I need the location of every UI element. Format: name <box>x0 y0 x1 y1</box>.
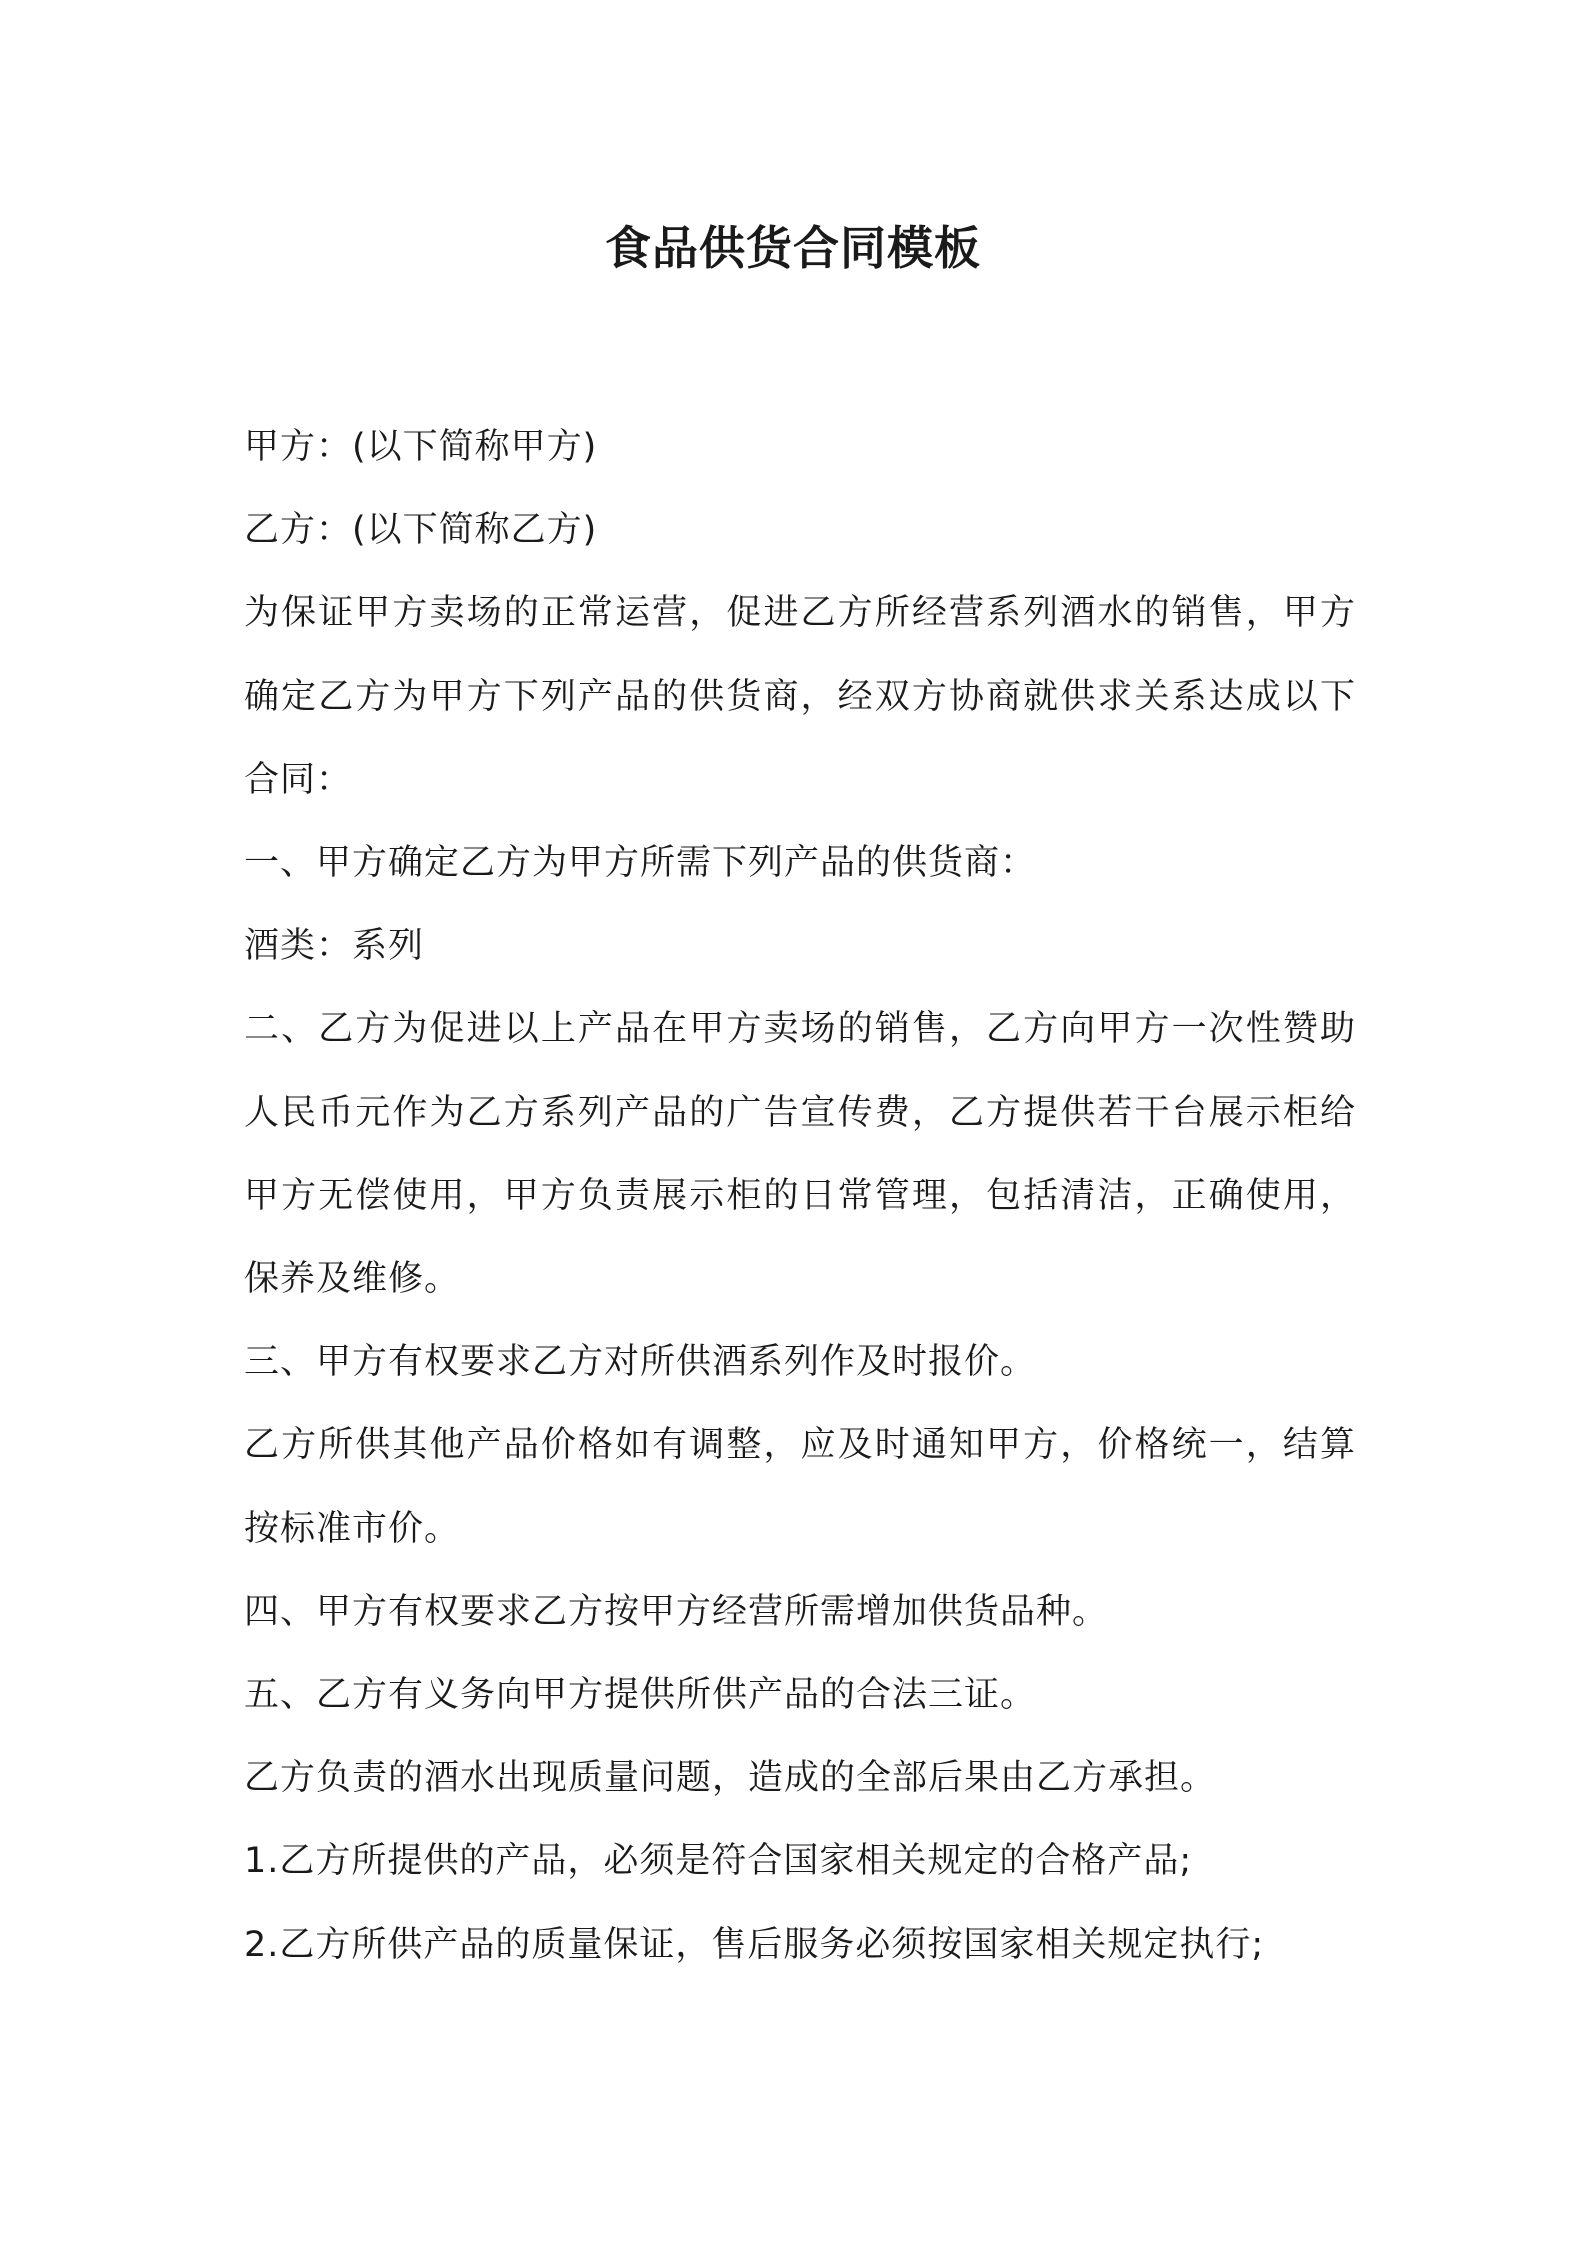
clause-3-detail: 乙方所供其他产品价格如有调整，应及时通知甲方，价格统一，结算按标准市价。 <box>244 1425 1356 1549</box>
clause-1-detail: 酒类：系列 <box>244 926 425 967</box>
clause-4: 四、甲方有权要求乙方按甲方经营所需增加供货品种。 <box>244 1591 1109 1632</box>
clause-5: 五、乙方有义务向甲方提供所供产品的合法三证。 <box>244 1675 1037 1716</box>
clause-1: 一、甲方确定乙方为甲方所需下列产品的供货商： <box>244 843 1037 884</box>
clause-2: 二、乙方为促进以上产品在甲方卖场的销售，乙方向甲方一次性赞助人民币元作为乙方系列产品的广告宣传费，乙方提供若干台展示柜给甲方无偿使用，甲方负责展示柜的日常管理，包括清洁，正确使用，保养及维修。 <box>244 1009 1356 1300</box>
party-a-line: 甲方：(以下简称甲方) <box>244 427 598 467</box>
document-title: 食品供货合同模板 <box>605 221 981 275</box>
party-b-line: 乙方：(以下简称乙方) <box>244 510 598 551</box>
clause-3: 三、甲方有权要求乙方对所供酒系列作及时报价。 <box>244 1342 1037 1383</box>
document-body <box>244 406 1356 1987</box>
clause-5-item-2: 2.乙方所供产品的质量保证，售后服务必须按国家相关规定执行; <box>244 1924 1265 1965</box>
clause-5-detail: 乙方负责的酒水出现质量问题，造成的全部后果由乙方承担。 <box>244 1758 1217 1799</box>
preamble-paragraph: 为保证甲方卖场的正常运营，促进乙方所经营系列酒水的销售，甲方确定乙方为甲方下列产品的供货商，经双方协商就供求关系达成以下合同： <box>244 593 1356 800</box>
clause-5-item-1: 1.乙方所提供的产品，必须是符合国家相关规定的合格产品; <box>244 1841 1193 1882</box>
